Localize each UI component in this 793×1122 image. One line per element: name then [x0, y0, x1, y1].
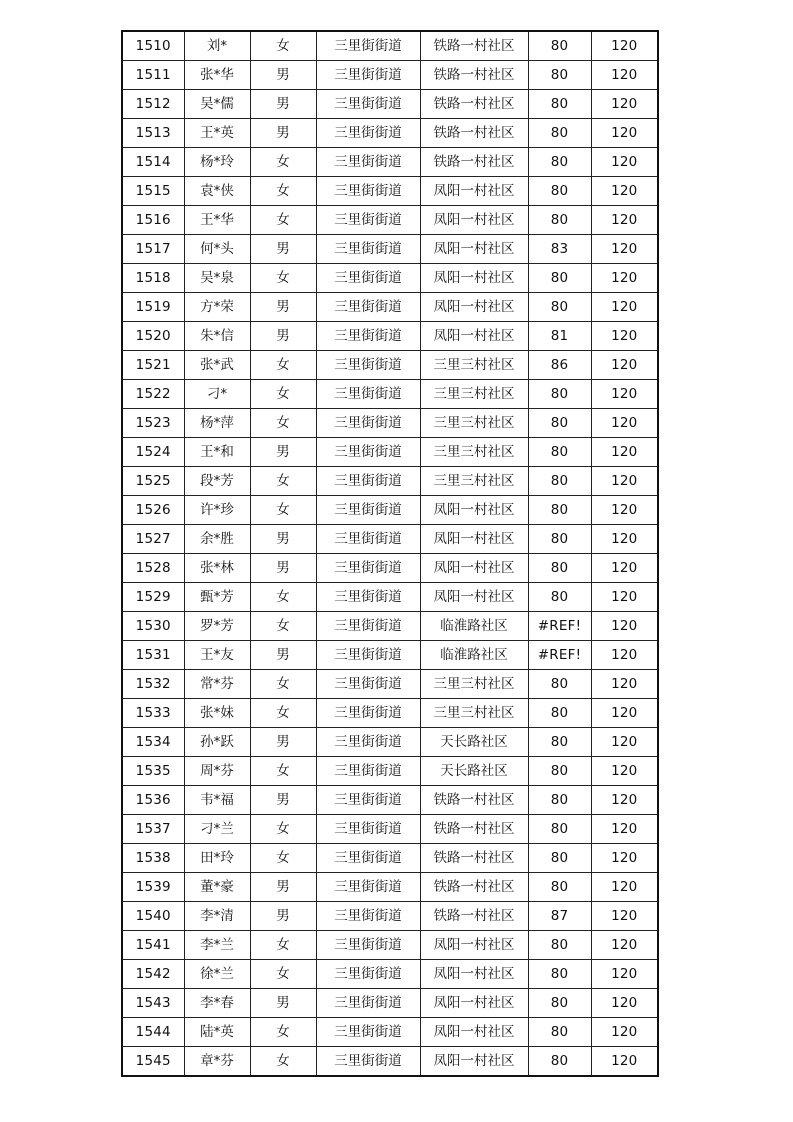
amount-cell: 120: [591, 612, 658, 641]
age-cell: 80: [528, 293, 591, 322]
gender-cell: 女: [250, 960, 316, 989]
amount-cell: 120: [591, 931, 658, 960]
roster-table-body: [122, 31, 658, 1076]
serial-number-cell: 1521: [122, 351, 184, 380]
community-cell: 铁路一村社区: [420, 786, 528, 815]
street-cell: 三里街街道: [316, 670, 420, 699]
community-cell: 凤阳一村社区: [420, 525, 528, 554]
table-row: [122, 90, 658, 119]
amount-cell: 120: [591, 235, 658, 264]
gender-cell: 女: [250, 380, 316, 409]
amount-cell: 120: [591, 902, 658, 931]
age-cell: 83: [528, 235, 591, 264]
age-cell: 80: [528, 844, 591, 873]
serial-number-cell: 1541: [122, 931, 184, 960]
name-cell: 甄*芳: [184, 583, 250, 612]
age-cell: 80: [528, 119, 591, 148]
gender-cell: 女: [250, 612, 316, 641]
amount-cell: 120: [591, 119, 658, 148]
name-cell: 李*兰: [184, 931, 250, 960]
gender-cell: 女: [250, 264, 316, 293]
table-row: [122, 1018, 658, 1047]
street-cell: 三里街街道: [316, 931, 420, 960]
amount-cell: 120: [591, 496, 658, 525]
community-cell: 铁路一村社区: [420, 902, 528, 931]
serial-number-cell: 1533: [122, 699, 184, 728]
community-cell: 凤阳一村社区: [420, 264, 528, 293]
age-cell: 81: [528, 322, 591, 351]
community-cell: 凤阳一村社区: [420, 583, 528, 612]
table-row: [122, 119, 658, 148]
age-cell: 80: [528, 409, 591, 438]
community-cell: 临淮路社区: [420, 612, 528, 641]
community-cell: 天长路社区: [420, 757, 528, 786]
street-cell: 三里街街道: [316, 380, 420, 409]
name-cell: 袁*侠: [184, 177, 250, 206]
street-cell: 三里街街道: [316, 554, 420, 583]
community-cell: 凤阳一村社区: [420, 293, 528, 322]
age-cell: 80: [528, 61, 591, 90]
gender-cell: 女: [250, 148, 316, 177]
serial-number-cell: 1523: [122, 409, 184, 438]
amount-cell: 120: [591, 438, 658, 467]
gender-cell: 男: [250, 554, 316, 583]
age-cell: 86: [528, 351, 591, 380]
street-cell: 三里街街道: [316, 409, 420, 438]
table-row: [122, 351, 658, 380]
amount-cell: 120: [591, 351, 658, 380]
serial-number-cell: 1532: [122, 670, 184, 699]
table-row: [122, 699, 658, 728]
community-cell: 凤阳一村社区: [420, 177, 528, 206]
table-row: [122, 235, 658, 264]
street-cell: 三里街街道: [316, 264, 420, 293]
age-cell: 80: [528, 699, 591, 728]
age-cell: 80: [528, 873, 591, 902]
amount-cell: 120: [591, 409, 658, 438]
amount-cell: 120: [591, 960, 658, 989]
street-cell: 三里街街道: [316, 148, 420, 177]
table-row: [122, 177, 658, 206]
name-cell: 孙*跃: [184, 728, 250, 757]
amount-cell: 120: [591, 989, 658, 1018]
age-cell: 80: [528, 264, 591, 293]
amount-cell: 120: [591, 1047, 658, 1077]
gender-cell: 男: [250, 902, 316, 931]
community-cell: 三里三村社区: [420, 670, 528, 699]
serial-number-cell: 1543: [122, 989, 184, 1018]
age-cell: 80: [528, 380, 591, 409]
name-cell: 吴*儒: [184, 90, 250, 119]
amount-cell: 120: [591, 815, 658, 844]
table-row: [122, 815, 658, 844]
amount-cell: 120: [591, 757, 658, 786]
street-cell: 三里街街道: [316, 989, 420, 1018]
name-cell: 许*珍: [184, 496, 250, 525]
amount-cell: 120: [591, 206, 658, 235]
gender-cell: 男: [250, 641, 316, 670]
community-cell: 凤阳一村社区: [420, 206, 528, 235]
street-cell: 三里街街道: [316, 873, 420, 902]
street-cell: 三里街街道: [316, 815, 420, 844]
serial-number-cell: 1525: [122, 467, 184, 496]
amount-cell: 120: [591, 293, 658, 322]
name-cell: 王*和: [184, 438, 250, 467]
gender-cell: 女: [250, 1018, 316, 1047]
age-cell: 80: [528, 206, 591, 235]
name-cell: 王*华: [184, 206, 250, 235]
community-cell: 铁路一村社区: [420, 90, 528, 119]
table-row: [122, 670, 658, 699]
street-cell: 三里街街道: [316, 583, 420, 612]
street-cell: 三里街街道: [316, 960, 420, 989]
street-cell: 三里街街道: [316, 1018, 420, 1047]
name-cell: 张*华: [184, 61, 250, 90]
serial-number-cell: 1510: [122, 31, 184, 61]
amount-cell: 120: [591, 31, 658, 61]
gender-cell: 女: [250, 699, 316, 728]
community-cell: 铁路一村社区: [420, 61, 528, 90]
serial-number-cell: 1515: [122, 177, 184, 206]
serial-number-cell: 1537: [122, 815, 184, 844]
age-cell: 80: [528, 728, 591, 757]
table-row: [122, 554, 658, 583]
serial-number-cell: 1534: [122, 728, 184, 757]
serial-number-cell: 1540: [122, 902, 184, 931]
table-row: [122, 322, 658, 351]
age-cell: 80: [528, 757, 591, 786]
amount-cell: 120: [591, 1018, 658, 1047]
amount-cell: 120: [591, 90, 658, 119]
community-cell: 三里三村社区: [420, 351, 528, 380]
gender-cell: 男: [250, 293, 316, 322]
serial-number-cell: 1536: [122, 786, 184, 815]
name-cell: 杨*玲: [184, 148, 250, 177]
community-cell: 凤阳一村社区: [420, 960, 528, 989]
community-cell: 三里三村社区: [420, 380, 528, 409]
name-cell: 李*春: [184, 989, 250, 1018]
amount-cell: 120: [591, 322, 658, 351]
roster-table: [121, 30, 659, 1077]
name-cell: 张*妹: [184, 699, 250, 728]
gender-cell: 女: [250, 31, 316, 61]
serial-number-cell: 1517: [122, 235, 184, 264]
serial-number-cell: 1539: [122, 873, 184, 902]
table-row: [122, 467, 658, 496]
table-row: [122, 641, 658, 670]
name-cell: 周*芬: [184, 757, 250, 786]
amount-cell: 120: [591, 641, 658, 670]
age-cell: 80: [528, 148, 591, 177]
table-row: [122, 728, 658, 757]
community-cell: 凤阳一村社区: [420, 989, 528, 1018]
table-row: [122, 612, 658, 641]
gender-cell: 男: [250, 786, 316, 815]
age-cell: 80: [528, 554, 591, 583]
amount-cell: 120: [591, 844, 658, 873]
amount-cell: 120: [591, 554, 658, 583]
amount-cell: 120: [591, 583, 658, 612]
name-cell: 方*荣: [184, 293, 250, 322]
age-cell: 80: [528, 177, 591, 206]
serial-number-cell: 1516: [122, 206, 184, 235]
street-cell: 三里街街道: [316, 467, 420, 496]
table-row: [122, 31, 658, 61]
name-cell: 杨*萍: [184, 409, 250, 438]
age-cell: 80: [528, 525, 591, 554]
serial-number-cell: 1542: [122, 960, 184, 989]
amount-cell: 120: [591, 177, 658, 206]
table-row: [122, 380, 658, 409]
street-cell: 三里街街道: [316, 641, 420, 670]
street-cell: 三里街街道: [316, 206, 420, 235]
table-row: [122, 989, 658, 1018]
name-cell: 刘*: [184, 31, 250, 61]
age-cell: 80: [528, 467, 591, 496]
table-row: [122, 61, 658, 90]
gender-cell: 女: [250, 409, 316, 438]
name-cell: 徐*兰: [184, 960, 250, 989]
gender-cell: 男: [250, 235, 316, 264]
amount-cell: 120: [591, 61, 658, 90]
table-row: [122, 902, 658, 931]
community-cell: 凤阳一村社区: [420, 235, 528, 264]
amount-cell: 120: [591, 380, 658, 409]
serial-number-cell: 1522: [122, 380, 184, 409]
table-row: [122, 583, 658, 612]
amount-cell: 120: [591, 670, 658, 699]
street-cell: 三里街街道: [316, 728, 420, 757]
table-row: [122, 293, 658, 322]
community-cell: 凤阳一村社区: [420, 496, 528, 525]
community-cell: 天长路社区: [420, 728, 528, 757]
serial-number-cell: 1528: [122, 554, 184, 583]
serial-number-cell: 1519: [122, 293, 184, 322]
table-row: [122, 960, 658, 989]
name-cell: 刁*兰: [184, 815, 250, 844]
community-cell: 凤阳一村社区: [420, 1047, 528, 1077]
amount-cell: 120: [591, 467, 658, 496]
street-cell: 三里街街道: [316, 757, 420, 786]
age-cell: 80: [528, 583, 591, 612]
community-cell: 铁路一村社区: [420, 119, 528, 148]
street-cell: 三里街街道: [316, 902, 420, 931]
serial-number-cell: 1526: [122, 496, 184, 525]
gender-cell: 女: [250, 844, 316, 873]
table-row: [122, 438, 658, 467]
table-row: [122, 931, 658, 960]
gender-cell: 女: [250, 757, 316, 786]
gender-cell: 女: [250, 1047, 316, 1077]
street-cell: 三里街街道: [316, 786, 420, 815]
community-cell: 三里三村社区: [420, 467, 528, 496]
serial-number-cell: 1512: [122, 90, 184, 119]
table-row: [122, 525, 658, 554]
table-row: [122, 409, 658, 438]
gender-cell: 男: [250, 728, 316, 757]
serial-number-cell: 1511: [122, 61, 184, 90]
name-cell: 朱*信: [184, 322, 250, 351]
age-cell: 80: [528, 1047, 591, 1077]
name-cell: 吴*泉: [184, 264, 250, 293]
age-cell: 87: [528, 902, 591, 931]
gender-cell: 男: [250, 119, 316, 148]
table-row: [122, 757, 658, 786]
age-cell: 80: [528, 815, 591, 844]
age-cell: 80: [528, 496, 591, 525]
age-cell: 80: [528, 31, 591, 61]
table-row: [122, 844, 658, 873]
gender-cell: 男: [250, 90, 316, 119]
community-cell: 三里三村社区: [420, 409, 528, 438]
community-cell: 铁路一村社区: [420, 148, 528, 177]
name-cell: 罗*芳: [184, 612, 250, 641]
street-cell: 三里街街道: [316, 351, 420, 380]
name-cell: 陆*英: [184, 1018, 250, 1047]
name-cell: 余*胜: [184, 525, 250, 554]
serial-number-cell: 1531: [122, 641, 184, 670]
street-cell: 三里街街道: [316, 119, 420, 148]
name-cell: 王*友: [184, 641, 250, 670]
serial-number-cell: 1524: [122, 438, 184, 467]
serial-number-cell: 1520: [122, 322, 184, 351]
table-row: [122, 1047, 658, 1077]
amount-cell: 120: [591, 873, 658, 902]
serial-number-cell: 1538: [122, 844, 184, 873]
amount-cell: 120: [591, 148, 658, 177]
street-cell: 三里街街道: [316, 612, 420, 641]
street-cell: 三里街街道: [316, 293, 420, 322]
street-cell: 三里街街道: [316, 1047, 420, 1077]
amount-cell: 120: [591, 728, 658, 757]
community-cell: 三里三村社区: [420, 699, 528, 728]
age-cell: 80: [528, 670, 591, 699]
amount-cell: 120: [591, 699, 658, 728]
age-cell: 80: [528, 960, 591, 989]
gender-cell: 女: [250, 206, 316, 235]
street-cell: 三里街街道: [316, 844, 420, 873]
community-cell: 铁路一村社区: [420, 815, 528, 844]
serial-number-cell: 1535: [122, 757, 184, 786]
gender-cell: 男: [250, 989, 316, 1018]
gender-cell: 男: [250, 873, 316, 902]
community-cell: 三里三村社区: [420, 438, 528, 467]
age-cell: 80: [528, 931, 591, 960]
age-cell: 80: [528, 1018, 591, 1047]
serial-number-cell: 1530: [122, 612, 184, 641]
serial-number-cell: 1544: [122, 1018, 184, 1047]
name-cell: 常*芬: [184, 670, 250, 699]
serial-number-cell: 1513: [122, 119, 184, 148]
age-cell: 80: [528, 786, 591, 815]
gender-cell: 女: [250, 496, 316, 525]
community-cell: 凤阳一村社区: [420, 931, 528, 960]
street-cell: 三里街街道: [316, 699, 420, 728]
street-cell: 三里街街道: [316, 177, 420, 206]
age-cell: 80: [528, 438, 591, 467]
name-cell: 章*芬: [184, 1047, 250, 1077]
name-cell: 韦*福: [184, 786, 250, 815]
gender-cell: 男: [250, 322, 316, 351]
community-cell: 铁路一村社区: [420, 873, 528, 902]
street-cell: 三里街街道: [316, 31, 420, 61]
community-cell: 临淮路社区: [420, 641, 528, 670]
table-row: [122, 148, 658, 177]
age-cell: #REF!: [528, 641, 591, 670]
name-cell: 董*豪: [184, 873, 250, 902]
name-cell: 段*芳: [184, 467, 250, 496]
gender-cell: 女: [250, 467, 316, 496]
community-cell: 凤阳一村社区: [420, 554, 528, 583]
community-cell: 凤阳一村社区: [420, 322, 528, 351]
name-cell: 张*武: [184, 351, 250, 380]
community-cell: 铁路一村社区: [420, 31, 528, 61]
name-cell: 刁*: [184, 380, 250, 409]
age-cell: #REF!: [528, 612, 591, 641]
name-cell: 田*玲: [184, 844, 250, 873]
table-row: [122, 786, 658, 815]
name-cell: 张*林: [184, 554, 250, 583]
serial-number-cell: 1527: [122, 525, 184, 554]
table-row: [122, 873, 658, 902]
gender-cell: 男: [250, 525, 316, 554]
gender-cell: 女: [250, 583, 316, 612]
serial-number-cell: 1545: [122, 1047, 184, 1077]
table-row: [122, 496, 658, 525]
street-cell: 三里街街道: [316, 438, 420, 467]
age-cell: 80: [528, 989, 591, 1018]
gender-cell: 女: [250, 351, 316, 380]
name-cell: 何*头: [184, 235, 250, 264]
serial-number-cell: 1529: [122, 583, 184, 612]
gender-cell: 女: [250, 815, 316, 844]
amount-cell: 120: [591, 525, 658, 554]
name-cell: 李*清: [184, 902, 250, 931]
street-cell: 三里街街道: [316, 322, 420, 351]
name-cell: 王*英: [184, 119, 250, 148]
table-row: [122, 206, 658, 235]
amount-cell: 120: [591, 786, 658, 815]
street-cell: 三里街街道: [316, 90, 420, 119]
community-cell: 铁路一村社区: [420, 844, 528, 873]
serial-number-cell: 1514: [122, 148, 184, 177]
community-cell: 凤阳一村社区: [420, 1018, 528, 1047]
serial-number-cell: 1518: [122, 264, 184, 293]
gender-cell: 男: [250, 61, 316, 90]
street-cell: 三里街街道: [316, 61, 420, 90]
table-row: [122, 264, 658, 293]
gender-cell: 女: [250, 177, 316, 206]
street-cell: 三里街街道: [316, 235, 420, 264]
street-cell: 三里街街道: [316, 496, 420, 525]
age-cell: 80: [528, 90, 591, 119]
gender-cell: 女: [250, 931, 316, 960]
gender-cell: 男: [250, 438, 316, 467]
street-cell: 三里街街道: [316, 525, 420, 554]
gender-cell: 女: [250, 670, 316, 699]
amount-cell: 120: [591, 264, 658, 293]
